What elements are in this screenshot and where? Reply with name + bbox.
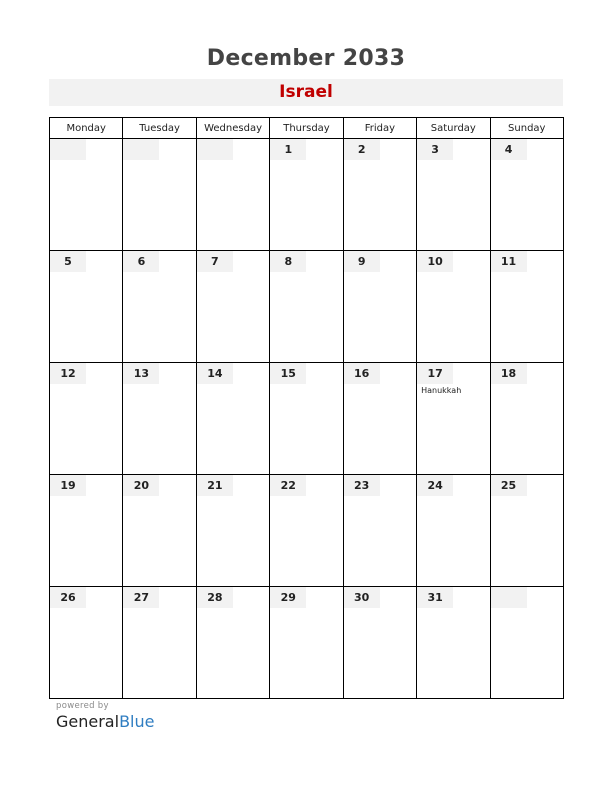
day-cell [196,363,269,475]
day-number: 24 [417,475,453,496]
day-cell [270,363,343,475]
generalblue-logo[interactable] [56,712,154,731]
day-number: 7 [197,251,233,272]
day-cell [50,587,123,699]
day-cell [343,475,416,587]
country-name: Israel [49,79,563,106]
day-number: 23 [344,475,380,496]
day-number: 19 [50,475,86,496]
day-cell [270,139,343,251]
day-number: 4 [491,139,527,160]
week-row [50,363,564,475]
day-cell [490,363,563,475]
weekday-header: Thursday [270,118,343,139]
day-cell [417,139,490,251]
day-cell [123,475,196,587]
day-number: 31 [417,587,453,608]
day-cell [343,363,416,475]
day-number: 5 [50,251,86,272]
calendar-grid [49,117,564,699]
day-number: 14 [197,363,233,384]
day-cell [196,587,269,699]
day-number: 28 [197,587,233,608]
day-number [123,139,159,160]
day-number [491,587,527,608]
day-cell [343,251,416,363]
day-number: 21 [197,475,233,496]
day-number: 1 [270,139,306,160]
day-number: 29 [270,587,306,608]
powered-by-text: powered by [56,701,109,711]
day-cell [50,475,123,587]
day-number: 9 [344,251,380,272]
day-cell [490,475,563,587]
week-row [50,587,564,699]
day-number [50,139,86,160]
day-cell [490,139,563,251]
weekday-header: Tuesday [123,118,196,139]
day-number: 30 [344,587,380,608]
weekday-header-row [50,118,564,139]
day-number: 3 [417,139,453,160]
holiday-label: Hanukkah [421,386,462,395]
week-row [50,139,564,251]
day-number: 17 [417,363,453,384]
day-number: 27 [123,587,159,608]
day-number: 15 [270,363,306,384]
day-number: 20 [123,475,159,496]
day-cell [196,139,269,251]
day-number: 13 [123,363,159,384]
week-row [50,251,564,363]
day-number: 22 [270,475,306,496]
day-cell [417,475,490,587]
week-row [50,475,564,587]
day-cell [490,251,563,363]
day-cell [123,251,196,363]
day-cell [343,139,416,251]
day-cell [417,363,490,475]
day-cell [50,251,123,363]
brand-general: General [56,712,120,731]
day-number: 10 [417,251,453,272]
day-cell [196,251,269,363]
day-cell [270,475,343,587]
day-cell [123,587,196,699]
weekday-header: Saturday [417,118,490,139]
day-cell [490,587,563,699]
day-cell [343,587,416,699]
weekday-header: Friday [343,118,416,139]
day-number: 2 [344,139,380,160]
brand-blue: Blue [119,712,155,731]
day-number: 6 [123,251,159,272]
day-number: 25 [491,475,527,496]
day-cell [417,587,490,699]
day-cell [196,475,269,587]
day-cell [50,363,123,475]
day-number: 11 [491,251,527,272]
day-number: 18 [491,363,527,384]
day-number: 26 [50,587,86,608]
day-cell [270,587,343,699]
day-cell [50,139,123,251]
day-number [197,139,233,160]
day-cell [270,251,343,363]
day-cell [417,251,490,363]
day-cell [123,363,196,475]
day-cell [123,139,196,251]
day-number: 8 [270,251,306,272]
footer [56,701,154,731]
weekday-header: Monday [50,118,123,139]
day-number: 12 [50,363,86,384]
day-number: 16 [344,363,380,384]
calendar-title: December 2033 [206,46,406,71]
weekday-header: Wednesday [196,118,269,139]
weekday-header: Sunday [490,118,563,139]
